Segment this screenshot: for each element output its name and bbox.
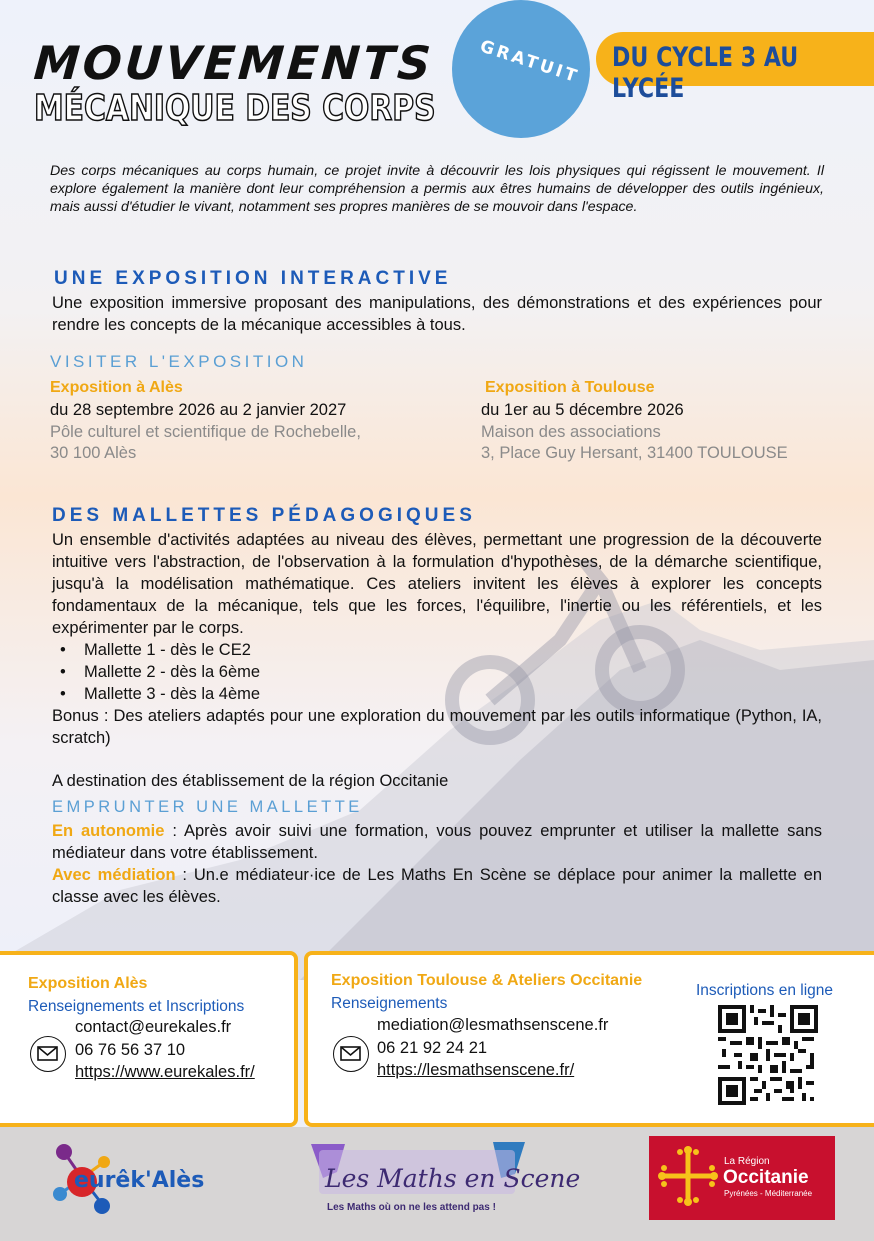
- contact-toulouse-email[interactable]: mediation@lesmathsenscene.fr: [377, 1016, 609, 1034]
- contact-ales-sub: Renseignements et Inscriptions: [28, 998, 245, 1015]
- eurekales-wordmark: eurêk'Alès: [74, 1168, 205, 1193]
- contact-toulouse-title: Exposition Toulouse & Ateliers Occitanie: [331, 972, 643, 989]
- exposition-text: Une exposition immersive proposant des manipulations, des démonstrations et des expériences pour rendre les concepts de la mécanique accessibles à tous.: [52, 294, 822, 334]
- mallettes-text: Un ensemble d'activités adaptées au niveau des élèves, permettant une progression de la découverte intuitive vers l'abstraction, de l'observation à la formulation d'hypothèses, de la démarche scientifique, jusqu'à la modélisation mathématique. Ces ateliers invitent les élèves à explorer les concepts fondamentaux de la mécanique, tels que les forces, l'équilibre, l'inertie ou les référentiels, et les expérimenter par le corps.: [52, 531, 822, 637]
- autonomy-label: En autonomie: [52, 822, 165, 840]
- contact-toulouse-phone[interactable]: 06 21 92 24 21: [377, 1039, 488, 1057]
- mediation-paragraph: [52, 864, 822, 908]
- page-subtitle: MÉCANIQUE DES CORPS: [34, 88, 436, 129]
- region-subtitle: Pyrénées - Méditerranée: [724, 1189, 813, 1198]
- toulouse-title: Exposition à Toulouse: [485, 379, 655, 396]
- contact-toulouse-link[interactable]: https://lesmathsenscene.fr/: [377, 1061, 575, 1079]
- list-item: • Mallette 1 - dès le CE2: [58, 639, 260, 661]
- mail-icon-glyph: [334, 1037, 367, 1070]
- ales-title: Exposition à Alès: [50, 379, 183, 396]
- contact-ales-email[interactable]: contact@eurekales.fr: [75, 1018, 232, 1036]
- occitan-cross-icon: [656, 1144, 720, 1208]
- mallettes-heading: DES MALLETTES PÉDAGOGIQUES: [52, 505, 476, 526]
- mail-icon: [30, 1036, 66, 1072]
- region-small-label: La Région: [724, 1156, 770, 1167]
- mediation-text: : Un.e médiateur·ice de Les Maths En Scène se déplace pour animer la mallette en classe avec les élèves.: [52, 866, 822, 906]
- contact-ales-phone[interactable]: 06 76 56 37 10: [75, 1041, 186, 1059]
- level-banner-label: DU CYCLE 3 AU LYCÉE: [612, 42, 799, 104]
- contact-toulouse-sub: Renseignements: [331, 995, 448, 1012]
- mallettes-list: [58, 639, 260, 705]
- list-item: • Mallette 3 - dès la 4ème: [58, 683, 260, 705]
- ales-city: 30 100 Alès: [50, 444, 137, 462]
- destination-text: A destination des établissement de la région Occitanie: [52, 772, 449, 790]
- maths-en-scene-title: Les Maths en Scene: [325, 1164, 581, 1193]
- page-title: MOUVEMENTS: [32, 36, 436, 90]
- toulouse-place: Maison des associations: [481, 423, 661, 441]
- ales-place: Pôle culturel et scientifique de Rochebelle,: [50, 423, 361, 441]
- contact-ales-link[interactable]: https://www.eurekales.fr/: [75, 1063, 255, 1081]
- visit-heading: VISITER L'EXPOSITION: [50, 352, 308, 371]
- contact-ales-title: Exposition Alès: [28, 975, 148, 992]
- maths-en-scene-tagline: Les Maths où on ne les attend pas !: [327, 1202, 496, 1213]
- mail-icon: [333, 1036, 369, 1072]
- ales-dates: du 28 septembre 2026 au 2 janvier 2027: [50, 401, 347, 419]
- toulouse-dates: du 1er au 5 décembre 2026: [481, 401, 684, 419]
- exposition-heading: UNE EXPOSITION INTERACTIVE: [54, 268, 452, 289]
- autonomy-text: : Après avoir suivi une formation, vous pouvez emprunter et utiliser la mallette sans médiateur dans votre établissement.: [52, 822, 822, 862]
- toulouse-address: 3, Place Guy Hersant, 31400 TOULOUSE: [481, 444, 788, 462]
- online-registration-label: Inscriptions en ligne: [696, 982, 833, 999]
- region-name: Occitanie: [723, 1167, 809, 1188]
- qr-code[interactable]: [718, 1005, 818, 1105]
- free-badge-label: GRATUIT: [477, 36, 582, 88]
- autonomy-paragraph: [52, 820, 822, 864]
- bonus-text: Bonus : Des ateliers adaptés pour une exploration du mouvement par les outils informatique (Python, IA, scratch): [52, 707, 822, 747]
- borrow-heading: EMPRUNTER UNE MALLETTE: [52, 798, 363, 816]
- mail-icon-glyph: [31, 1037, 64, 1070]
- list-item: • Mallette 2 - dès la 6ème: [58, 661, 260, 683]
- mediation-label: Avec médiation: [52, 866, 176, 884]
- intro-text: Des corps mécaniques au corps humain, ce projet invite à découvrir les lois physiques qui régissent le mouvement. Il explore également la manière dont leur compréhension a permis aux êtres humains de développer des outils ingénieux, mais aussi d'étudier le vivant, notamment ses propres manières de se mouvoir dans l'espace.: [50, 163, 824, 215]
